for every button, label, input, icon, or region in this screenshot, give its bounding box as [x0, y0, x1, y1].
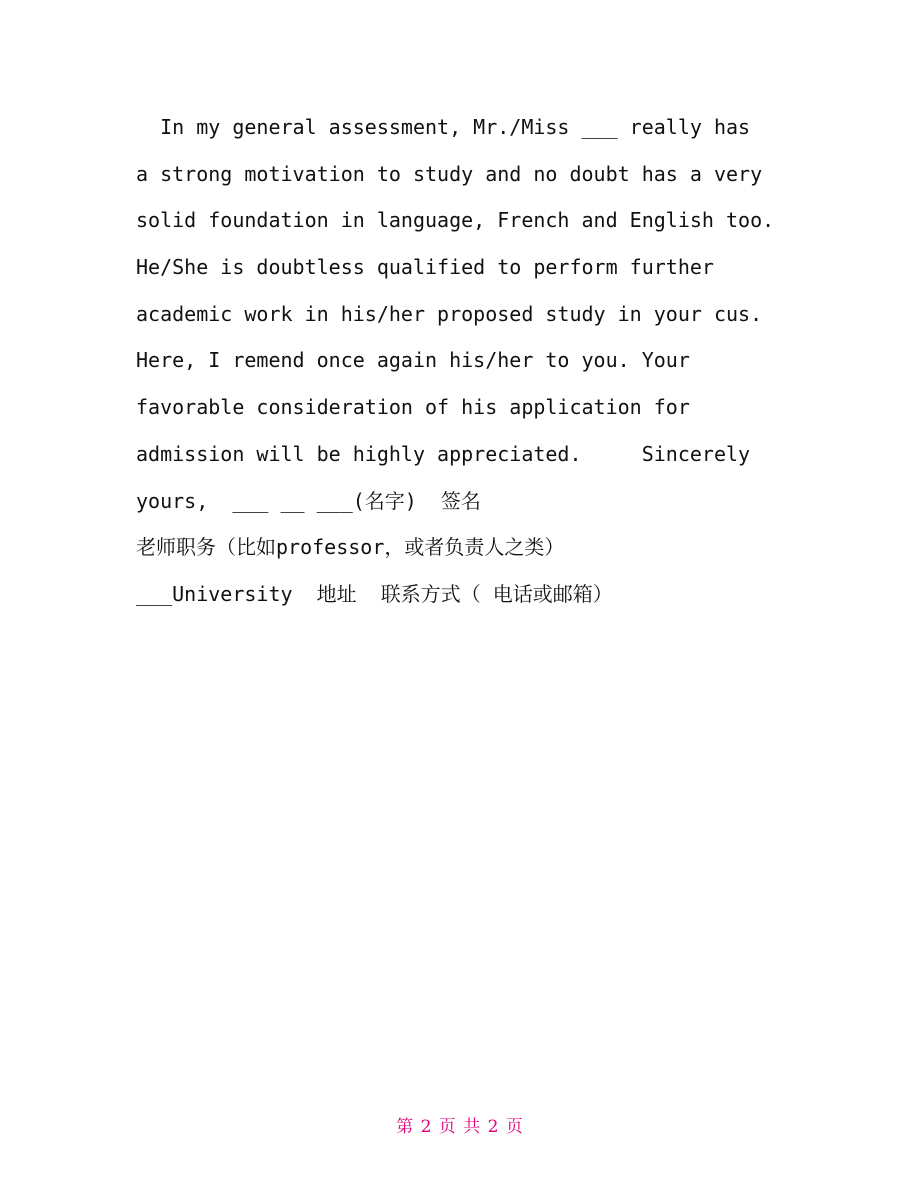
- letter-line-6: Here, I remend once again his/her to you. Your: [136, 348, 690, 373]
- letter-line-8: admission will be highly appreciated. Sincerely: [136, 441, 751, 466]
- letter-body: [136, 104, 796, 618]
- letter-line-10-title: 老师职务（比如professor，或者负责人之类）: [136, 535, 565, 560]
- letter-line-11-contact: ___University 地址 联系方式（ 电话或邮箱）: [136, 581, 613, 606]
- letter-line-9-signature: yours, ___ __ ___(名字) 签名: [136, 488, 481, 513]
- letter-line-7: favorable consideration of his application for: [136, 395, 690, 420]
- letter-line-5: academic work in his/her proposed study in your cus.: [136, 301, 763, 326]
- letter-line-4: He/She is doubtless qualified to perform further: [136, 255, 714, 280]
- letter-line-2: a strong motivation to study and no doubt has a very: [136, 161, 763, 186]
- page-number-footer: 第 2 页 共 2 页: [396, 1117, 524, 1137]
- letter-line-3: solid foundation in language, French and English too.: [136, 208, 775, 233]
- letter-line-1: In my general assessment, Mr./Miss ___ really has: [136, 115, 751, 139]
